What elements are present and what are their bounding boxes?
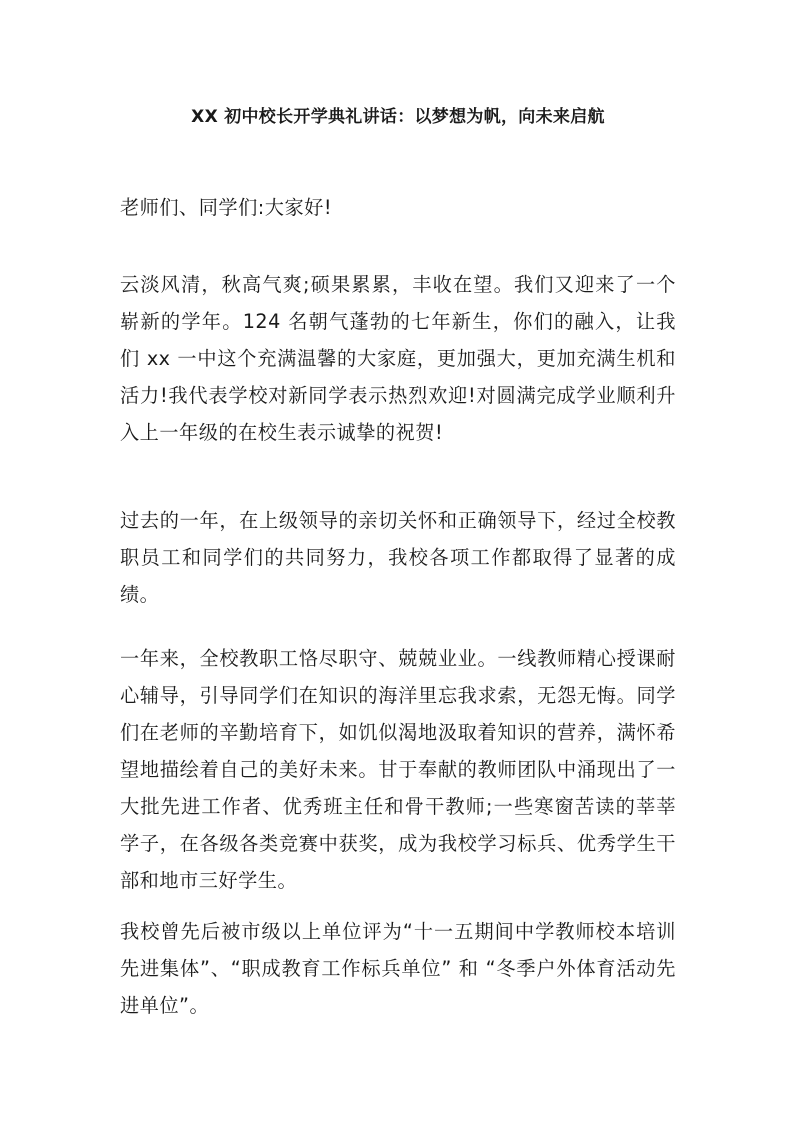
paragraph-welcome: 云淡风清，秋高气爽;硕果累累，丰收在望。我们又迎来了一个崭新的学年。124 名朝气蓬勃的七年新生，你们的融入，让我们 xx 一中这个充满温馨的大家庭，更加强大，更加充满生机和活力!我代表学校对新同学表示热烈欢迎!对圆满完成学业顺利升入上一年级的在校生表示诚挚的祝贺! (120, 273, 676, 444)
paragraph-past-year: 过去的一年，在上级领导的亲切关怀和正确领导下，经过全校教职员工和同学们的共同努力，我校各项工作都取得了显著的成绩。 (120, 509, 676, 606)
paragraph-achievements: 一年来，全校教职工恪尽职守、兢兢业业。一线教师精心授课耐心辅导，引导同学们在知识的海洋里忘我求索，无怨无悔。同学们在老师的辛勤培育下，如饥似渴地汲取着知识的营养，满怀希望地描绘着自己的美好未来。甘于奉献的教师团队中涌现出了一大批先进工作者、优秀班主任和骨干教师;一些寒窗苦读的莘莘学子，在各级各类竞赛中获奖，成为我校学习标兵、优秀学生干部和地市三好学生。 (120, 647, 676, 892)
greeting: 老师们、同学们:大家好! (120, 196, 333, 219)
document-title: XX 初中校长开学典礼讲话：以梦想为帆，向未来启航 (191, 107, 605, 127)
paragraph-honors: 我校曾先后被市级以上单位评为“十一五期间中学教师校本培训先进集体”、“职成教育工作标兵单位” 和 “冬季户外体育活动先进单位”。 (120, 920, 676, 1017)
document-page (120, 100, 676, 1017)
